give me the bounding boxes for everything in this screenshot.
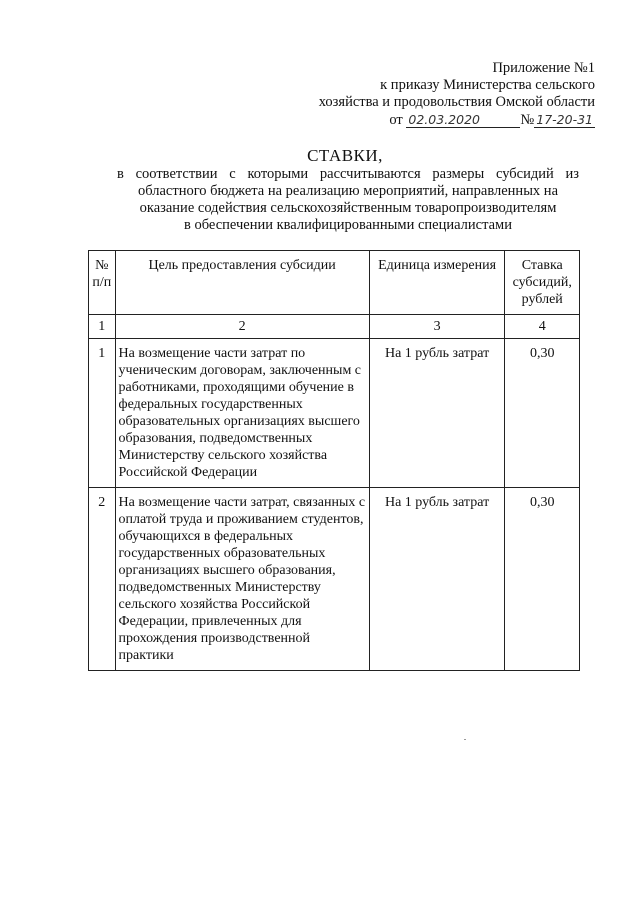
subtitle-line-4: в обеспечении квалифицированными специалистами [184,217,512,233]
row-unit: На 1 рубль затрат [369,339,505,488]
order-number-handwritten: 17-20-31 [536,112,593,127]
row-rate: 0,30 [505,488,580,671]
subtitle-line-1: в соответствии с которыми рассчитываются размеры субсидий из [117,166,579,182]
number-prefix: № [520,112,535,128]
column-number-row [89,315,580,339]
order-reference-line-2: хозяйства и продовольствия Омской области [318,94,595,110]
column-number: 2 [115,315,369,339]
document-subtitle [117,166,579,234]
appendix-title: Приложение №1 [492,60,595,76]
row-number: 2 [89,488,116,671]
column-number: 1 [89,315,116,339]
header-rate: Ставка субсидий, рублей [505,251,580,315]
order-reference-line-1: к приказу Министерства сельского [380,77,595,93]
order-date-number [319,112,595,129]
row-number: 1 [89,339,116,488]
date-prefix: от [389,112,403,128]
header-unit: Единица измерения [369,251,505,315]
header-number: № п/п [89,251,116,315]
subtitle-line-3: оказание содействия сельскохозяйственным товаропроизводителям [139,200,557,216]
table-row [89,339,580,488]
order-date-handwritten: 02.03.2020 [406,113,520,128]
row-rate: 0,30 [505,339,580,488]
header-purpose: Цель предоставления субсидии [115,251,369,315]
document-header [319,60,595,129]
table-row [89,488,580,671]
row-unit: На 1 рубль затрат [369,488,505,671]
document-title: СТАВКИ, [307,146,383,165]
subtitle-line-2: областного бюджета на реализацию мероприятий, направленных на [137,183,559,199]
column-number: 4 [505,315,580,339]
table-header-row [89,251,580,315]
column-number: 3 [369,315,505,339]
rates-table [88,250,580,671]
scan-speck [464,739,466,740]
row-purpose: На возмещение части затрат по ученическим договорам, заключенным с работниками, проходящими обучение в федеральных государственных образовательных организациях высшего образования, подведомственных Министерству сельского хозяйства Российской Федерации [115,339,369,488]
row-purpose: На возмещение части затрат, связанных с оплатой труда и проживанием студентов, обучающихся в федеральных государственных образовательных организациях высшего образования, подведомственных Министерству сельского хозяйства Российской Федерации, привлеченных для прохождения производственной практики [115,488,369,671]
